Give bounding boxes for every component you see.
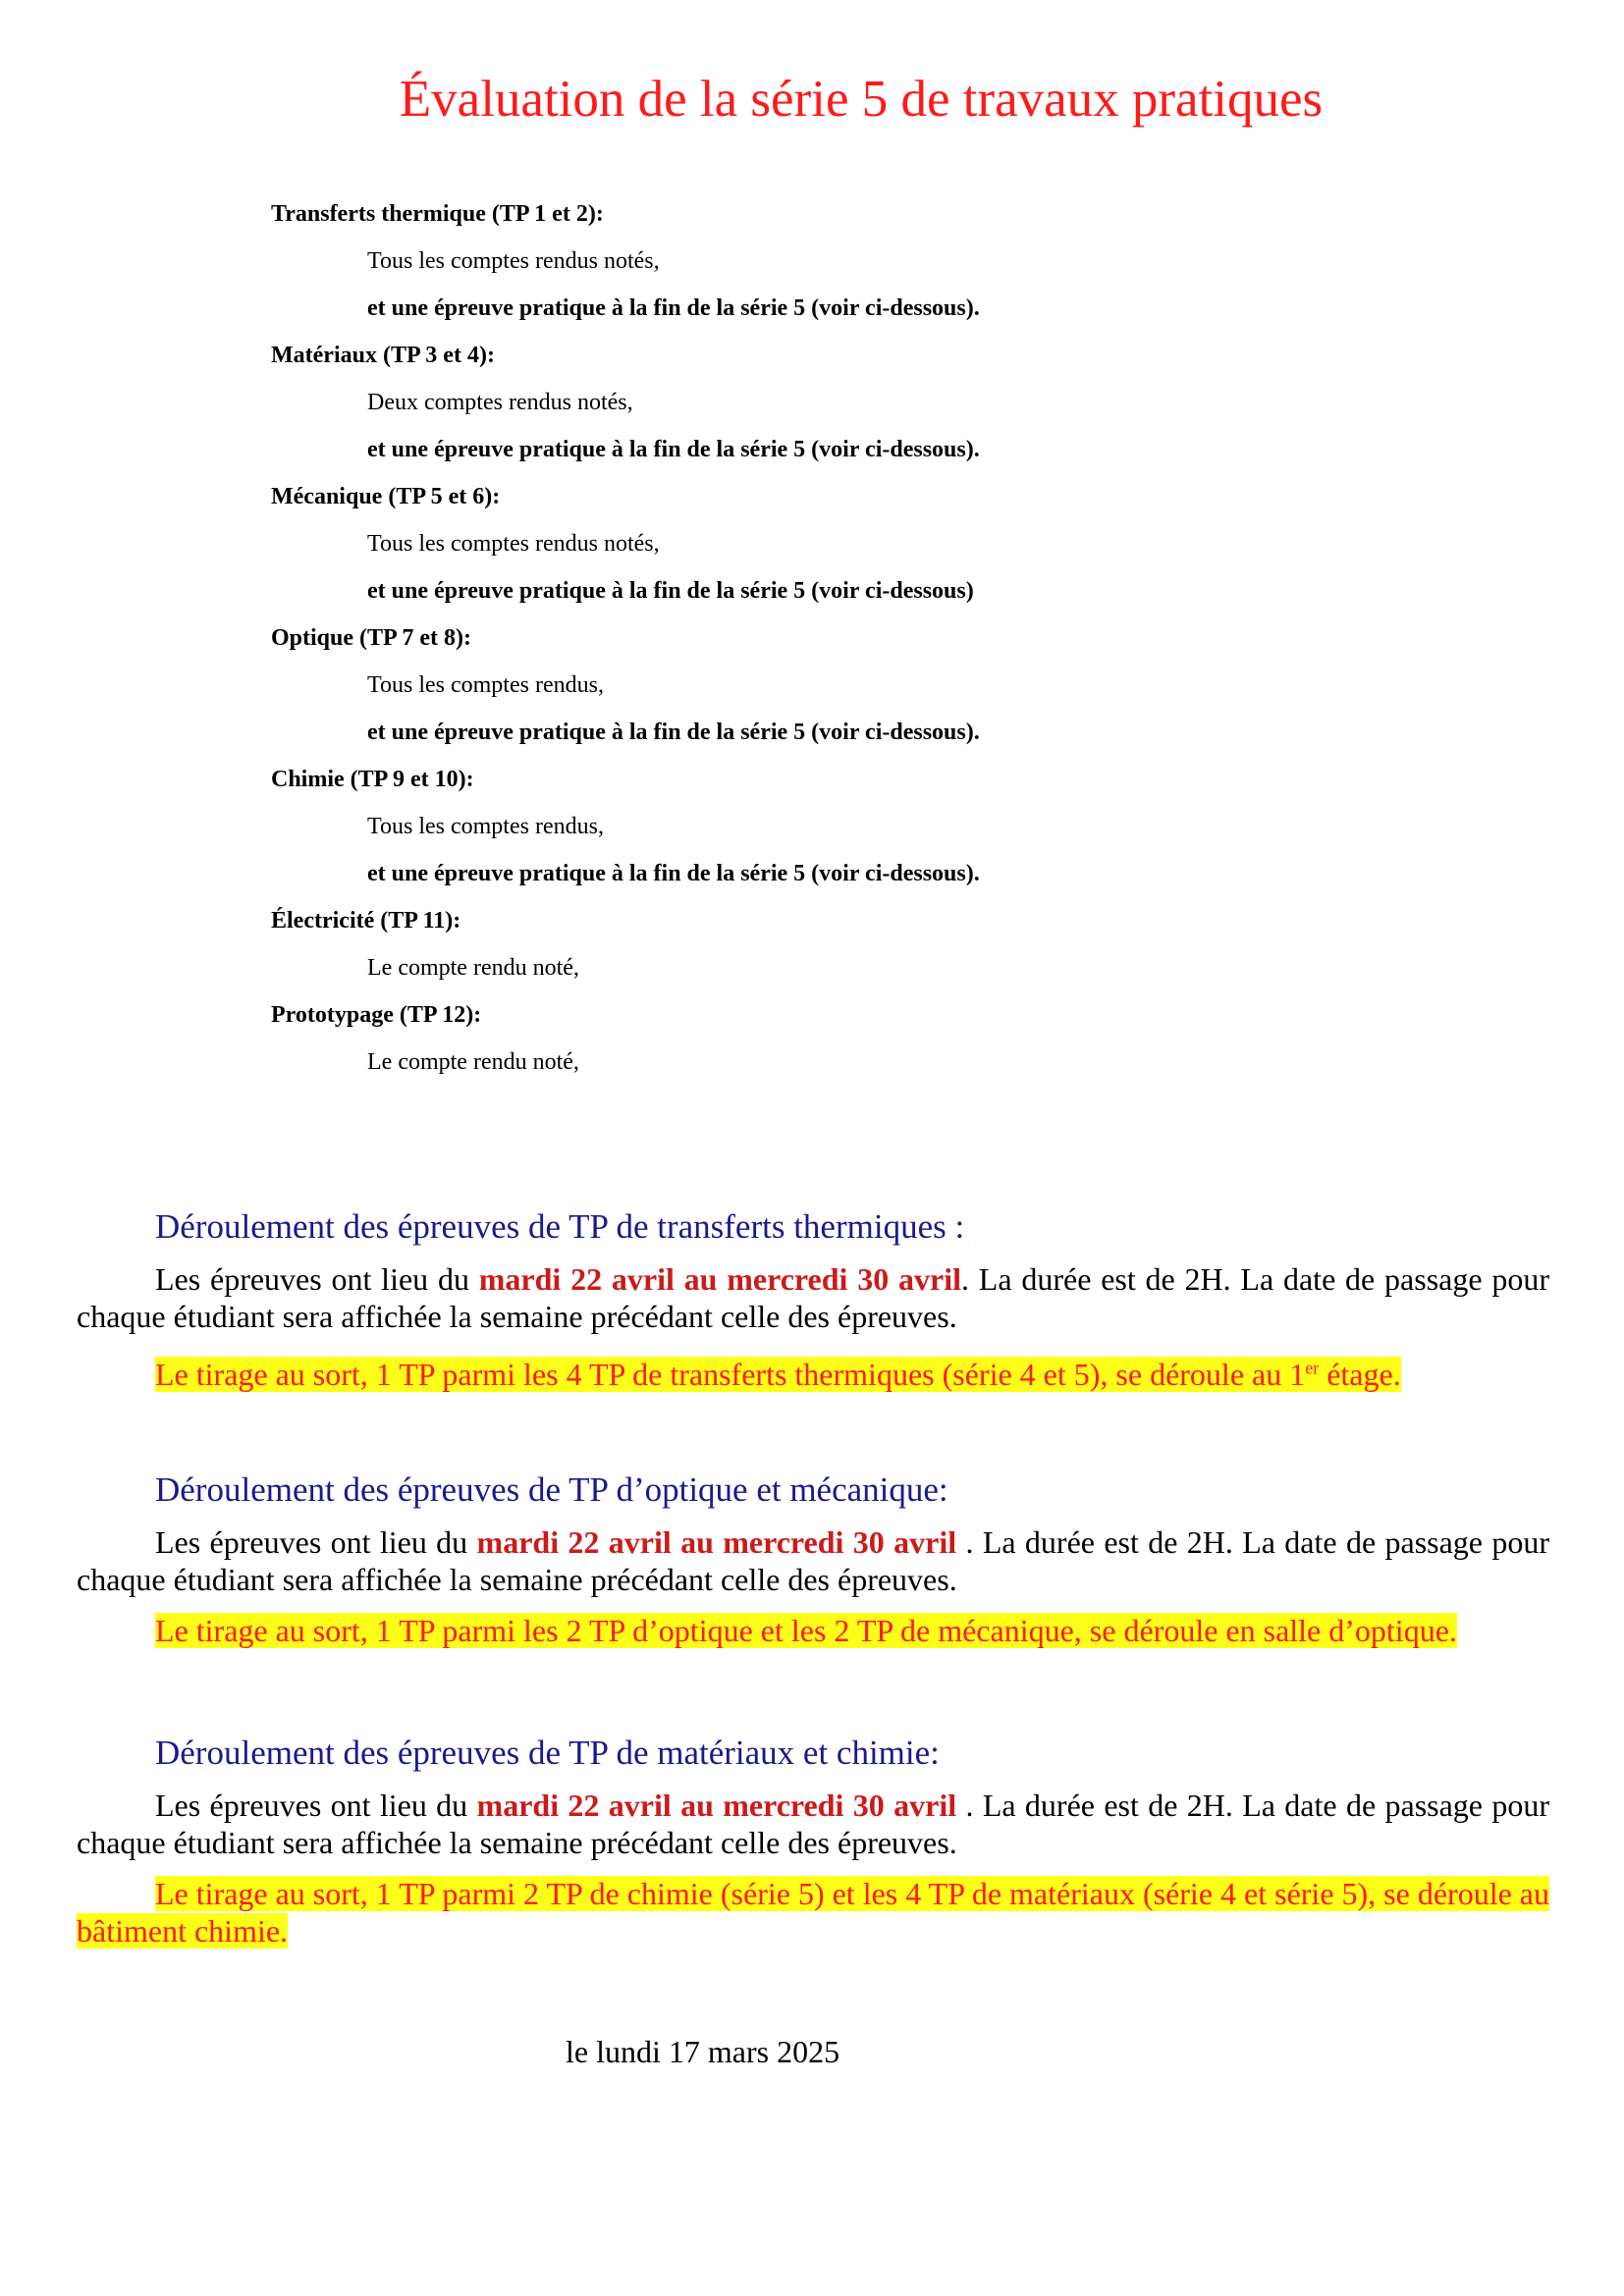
evaluation-heading: Transferts thermique (TP 1 et 2): bbox=[271, 201, 604, 227]
highlighted-notice: Le tirage au sort, 1 TP parmi 2 TP de chimie (série 5) et les 4 TP de matériaux (série 4 et série 5), se déroule au bâtiment chimie. bbox=[77, 1876, 1549, 1949]
section-transferts-thermiques bbox=[77, 1205, 1549, 1393]
evaluation-heading: Optique (TP 7 et 8): bbox=[271, 625, 471, 651]
evaluation-item-materiaux bbox=[271, 336, 1449, 477]
evaluation-heading: Chimie (TP 9 et 10): bbox=[271, 767, 474, 792]
section-paragraph: Les épreuves ont lieu du mardi 22 avril au mercredi 30 avril. La durée est de 2H. La date de passage pour chaque étudiant sera affichée la semaine précédant celle des épreuves. bbox=[77, 1261, 1550, 1334]
evaluation-item-mecanique bbox=[271, 477, 1449, 618]
section-heading: Déroulement des épreuves de TP de transferts thermiques : bbox=[155, 1207, 965, 1246]
evaluation-heading: Mécanique (TP 5 et 6): bbox=[271, 484, 501, 509]
section-heading: Déroulement des épreuves de TP de matériaux et chimie: bbox=[155, 1734, 940, 1772]
evaluation-line: Le compte rendu noté, bbox=[367, 955, 579, 981]
evaluation-item-prototypage bbox=[271, 995, 1449, 1090]
evaluation-heading: Prototypage (TP 12): bbox=[271, 1002, 482, 1028]
evaluation-line: Tous les comptes rendus, bbox=[367, 672, 604, 698]
evaluation-line: Tous les comptes rendus, bbox=[367, 814, 604, 839]
evaluation-line: Tous les comptes rendus notés, bbox=[367, 531, 660, 557]
evaluation-line-bold: et une épreuve pratique à la fin de la série 5 (voir ci-dessous). bbox=[367, 861, 980, 886]
section-heading: Déroulement des épreuves de TP d’optique et mécanique: bbox=[155, 1470, 948, 1509]
evaluation-line-bold: et une épreuve pratique à la fin de la série 5 (voir ci-dessous). bbox=[367, 295, 980, 321]
evaluation-heading: Matériaux (TP 3 et 4): bbox=[271, 343, 495, 368]
evaluation-item-electricite bbox=[271, 901, 1449, 995]
draw-notice bbox=[77, 1875, 1549, 1949]
highlighted-notice: Le tirage au sort, 1 TP parmi les 4 TP de transferts thermiques (série 4 et 5), se déroule au 1er étage. bbox=[155, 1356, 1401, 1392]
evaluation-item-chimie bbox=[271, 760, 1449, 901]
highlighted-notice: Le tirage au sort, 1 TP parmi les 2 TP d’optique et les 2 TP de mécanique, se déroule en salle d’optique. bbox=[155, 1613, 1457, 1648]
evaluation-heading: Électricité (TP 11): bbox=[271, 908, 461, 934]
evaluation-line: Tous les comptes rendus notés, bbox=[367, 248, 660, 274]
section-paragraph: Les épreuves ont lieu du mardi 22 avril au mercredi 30 avril . La durée est de 2H. La date de passage pour chaque étudiant sera affichée la semaine précédant celle des épreuves. bbox=[77, 1524, 1550, 1597]
exam-dates: mardi 22 avril au mercredi 30 avril bbox=[476, 1788, 957, 1823]
document-title: Évaluation de la série 5 de travaux pratiques bbox=[399, 71, 1324, 128]
evaluation-line: Le compte rendu noté, bbox=[367, 1049, 579, 1075]
exam-dates: mardi 22 avril au mercredi 30 avril bbox=[476, 1524, 957, 1560]
section-optique-mecanique bbox=[77, 1468, 1549, 1649]
document-date: le lundi 17 mars 2025 bbox=[566, 2034, 840, 2069]
exam-dates: mardi 22 avril au mercredi 30 avril bbox=[478, 1261, 962, 1297]
evaluation-item-optique bbox=[271, 618, 1449, 760]
draw-notice bbox=[77, 1612, 1549, 1649]
draw-notice bbox=[77, 1349, 1549, 1393]
section-materiaux-chimie bbox=[77, 1732, 1549, 1949]
evaluation-line-bold: et une épreuve pratique à la fin de la série 5 (voir ci-dessous). bbox=[367, 437, 980, 462]
evaluation-line-bold: et une épreuve pratique à la fin de la série 5 (voir ci-dessous) bbox=[367, 578, 974, 604]
evaluation-line: Deux comptes rendus notés, bbox=[367, 390, 633, 415]
evaluation-list bbox=[271, 194, 1449, 1090]
evaluation-line-bold: et une épreuve pratique à la fin de la série 5 (voir ci-dessous). bbox=[367, 720, 980, 745]
section-paragraph: Les épreuves ont lieu du mardi 22 avril au mercredi 30 avril . La durée est de 2H. La date de passage pour chaque étudiant sera affichée la semaine précédant celle des épreuves. bbox=[77, 1788, 1550, 1860]
evaluation-item-transferts bbox=[271, 194, 1449, 336]
